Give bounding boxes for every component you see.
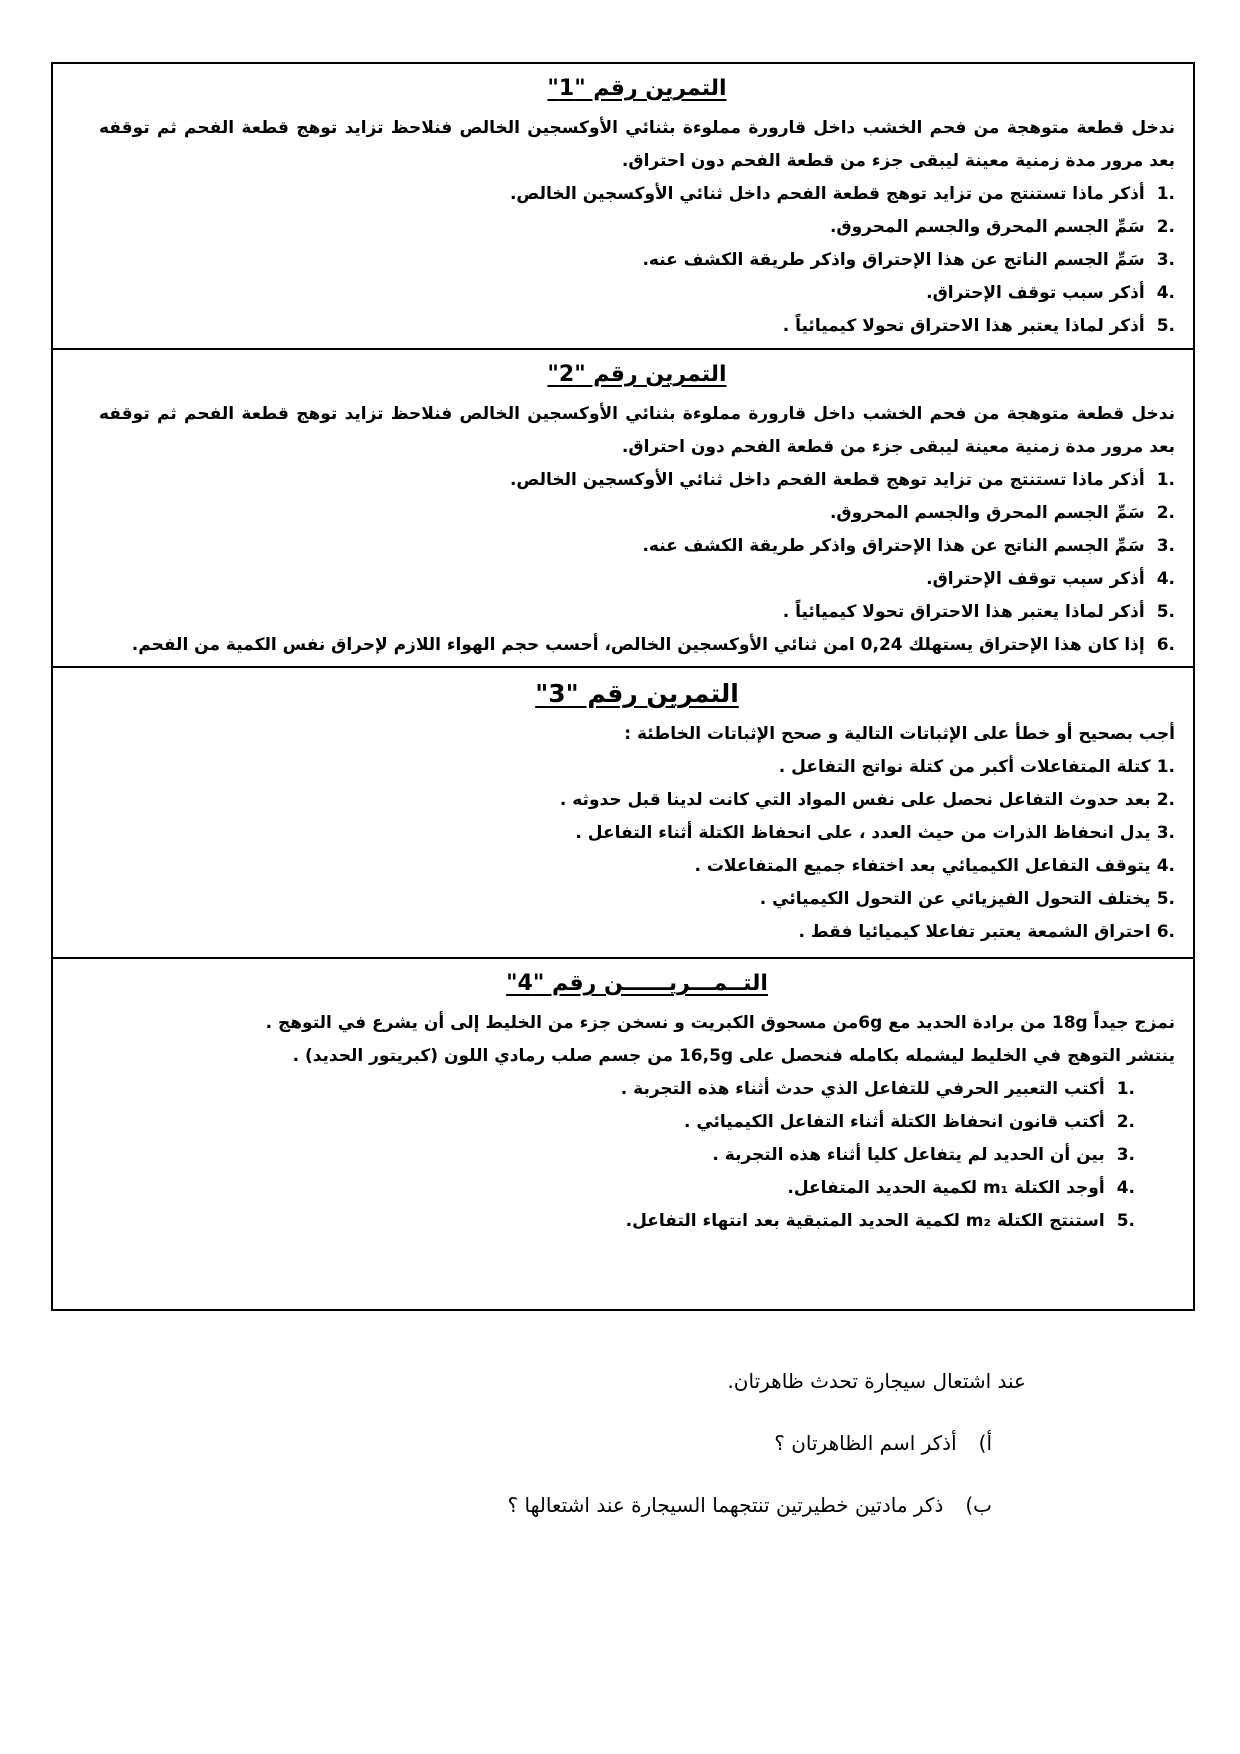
exercise-4-questions bbox=[99, 1073, 1175, 1238]
question-text: يختلف التحول الفيزيائي عن التحول الكيميائي . bbox=[759, 889, 1151, 909]
question-text: أذكر لماذا يعتبر هذا الاحتراق تحولا كيميائياً . bbox=[782, 602, 1145, 622]
question-text: سَمِّ الجسم الناتج عن هذا الإحتراق واذكر طريقة الكشف عنه. bbox=[642, 536, 1145, 556]
question-label: أ) bbox=[978, 1431, 992, 1455]
exercise-3-title: التمرين رقم "3" bbox=[535, 679, 739, 708]
exercise-4-title: التــمـــريــــــن رقم "4" bbox=[506, 971, 768, 996]
question-item bbox=[99, 464, 1175, 497]
question-text: أكتب قانون انحفاظ الكتلة أثناء التفاعل الكيميائي . bbox=[683, 1112, 1105, 1132]
exercise-2-questions bbox=[99, 464, 1175, 662]
question-item bbox=[99, 850, 1175, 883]
exercise-4-statement-line: نمزج جيداً 18g من برادة الحديد مع 6gمن مسحوق الكبريت و نسخن جزء من الخليط إلى أن يشرع في التوهج . bbox=[265, 1013, 1175, 1033]
exercises-frame bbox=[51, 62, 1195, 1311]
exercise-3-instruction: أجب بصحيح أو خطأ على الإثباتات التالية و صحح الإثباتات الخاطئة : bbox=[624, 724, 1175, 744]
question-number: 1. bbox=[1156, 757, 1175, 777]
question-item bbox=[99, 244, 1175, 277]
question-number: 4. bbox=[1156, 283, 1175, 303]
cigarette-question-item bbox=[51, 1421, 992, 1465]
question-number: 4. bbox=[1116, 1178, 1135, 1198]
question-number: 2. bbox=[1116, 1112, 1135, 1132]
question-text: أذكر ماذا تستنتج من تزايد توهج قطعة الفحم داخل ثنائي الأوكسجين الخالص. bbox=[509, 184, 1145, 204]
question-text: احتراق الشمعة يعتبر تفاعلا كيميائيا فقط . bbox=[798, 922, 1151, 942]
question-number: 5. bbox=[1156, 316, 1175, 336]
question-number: 1. bbox=[1156, 184, 1175, 204]
question-text: أذكر سبب توقف الإحتراق. bbox=[926, 569, 1145, 589]
question-item bbox=[99, 1139, 1135, 1172]
exercise-2-title: التمرين رقم "2" bbox=[547, 362, 727, 387]
question-number: 1. bbox=[1156, 470, 1175, 490]
question-item bbox=[99, 497, 1175, 530]
cigarette-question bbox=[51, 1359, 1195, 1527]
question-text: يتوقف التفاعل الكيميائي بعد اختفاء جميع المتفاعلات . bbox=[694, 856, 1151, 876]
question-text: استنتج الكتلة m₂ لكمية الحديد المتبقية بعد انتهاء التفاعل. bbox=[625, 1211, 1105, 1231]
question-item bbox=[99, 1073, 1135, 1106]
question-number: 2. bbox=[1156, 503, 1175, 523]
question-label: ب) bbox=[965, 1493, 992, 1517]
exercise-2 bbox=[53, 350, 1193, 668]
question-number: 3. bbox=[1156, 823, 1175, 843]
question-text: إذا كان هذا الإحتراق يستهلك l 0,24من ثنائي الأوكسجين الخالص، أحسب حجم الهواء اللازم لإحراق نفس الكمية من الفحم. bbox=[131, 635, 1145, 655]
question-text: كتلة المتفاعلات أكبر من كتلة نواتج التفاعل . bbox=[778, 757, 1151, 777]
question-text: أذكر ماذا تستنتج من تزايد توهج قطعة الفحم داخل ثنائي الأوكسجين الخالص. bbox=[509, 470, 1145, 490]
question-item bbox=[99, 563, 1175, 596]
question-text: سَمِّ الجسم الناتج عن هذا الإحتراق واذكر طريقة الكشف عنه. bbox=[642, 250, 1145, 270]
question-text: يدل انحفاظ الذرات من حيث العدد ، على انحفاظ الكتلة أثناء التفاعل . bbox=[575, 823, 1151, 843]
question-number: 3. bbox=[1116, 1145, 1135, 1165]
question-item bbox=[99, 530, 1175, 563]
exercise-1 bbox=[53, 64, 1193, 350]
question-text: أوجد الكتلة m₁ لكمية الحديد المتفاعل. bbox=[787, 1178, 1105, 1198]
cigarette-question-item bbox=[51, 1483, 992, 1527]
question-item bbox=[99, 277, 1175, 310]
exercise-1-questions bbox=[99, 178, 1175, 343]
question-number: 5. bbox=[1116, 1211, 1135, 1231]
cigarette-question-intro: عند اشتعال سيجارة تحدث ظاهرتان. bbox=[727, 1369, 1026, 1393]
question-number: 4. bbox=[1156, 569, 1175, 589]
question-item bbox=[99, 817, 1175, 850]
exercise-3-statements bbox=[99, 751, 1175, 949]
question-number: 1. bbox=[1116, 1079, 1135, 1099]
question-item bbox=[99, 883, 1175, 916]
question-number: 2. bbox=[1156, 217, 1175, 237]
question-number: 5. bbox=[1156, 889, 1175, 909]
question-number: 3. bbox=[1156, 536, 1175, 556]
question-number: 4. bbox=[1156, 856, 1175, 876]
question-item bbox=[99, 596, 1175, 629]
exercise-2-statement: ندخل قطعة متوهجة من فحم الخشب داخل قارورة مملوءة بثنائي الأوكسجين الخالص فنلاحظ تزايد توهج قطعة الفحم ثم توقفه بعد مرور مدة زمنية معينة ليبقى جزء من قطعة الفحم دون احتراق. bbox=[99, 404, 1175, 457]
question-item bbox=[99, 629, 1175, 662]
question-text: أذكر سبب توقف الإحتراق. bbox=[926, 283, 1145, 303]
question-text: أذكر لماذا يعتبر هذا الاحتراق تحولا كيميائياً . bbox=[782, 316, 1145, 336]
question-text: ذكر مادتين خطيرتين تنتجهما السيجارة عند اشتعالها ؟ bbox=[507, 1493, 944, 1517]
question-number: 6. bbox=[1156, 922, 1175, 942]
question-text: أكتب التعبير الحرفي للتفاعل الذي حدث أثناء هذه التجربة . bbox=[620, 1079, 1105, 1099]
question-item bbox=[99, 916, 1175, 949]
question-item bbox=[99, 1172, 1135, 1205]
exercise-1-title: التمرين رقم "1" bbox=[547, 76, 727, 101]
exercise-4 bbox=[53, 959, 1193, 1309]
question-item bbox=[99, 1205, 1135, 1238]
question-item bbox=[99, 751, 1175, 784]
exercise-1-statement: ندخل قطعة متوهجة من فحم الخشب داخل قارورة مملوءة بثنائي الأوكسجين الخالص فنلاحظ تزايد توهج قطعة الفحم ثم توقفه بعد مرور مدة زمنية معينة ليبقى جزء من قطعة الفحم دون احتراق. bbox=[99, 118, 1175, 171]
question-number: 2. bbox=[1156, 790, 1175, 810]
page bbox=[51, 62, 1195, 1527]
question-number: 6. bbox=[1156, 635, 1175, 655]
exercise-4-statement-line: ينتشر التوهج في الخليط ليشمله بكامله فنحصل على 16,5g من جسم صلب رمادي اللون (كبريتور الحديد) . bbox=[292, 1046, 1175, 1066]
question-number: 3. bbox=[1156, 250, 1175, 270]
question-item bbox=[99, 1106, 1135, 1139]
question-text: سَمِّ الجسم المحرق والجسم المحروق. bbox=[829, 217, 1145, 237]
question-item bbox=[99, 178, 1175, 211]
question-item bbox=[99, 784, 1175, 817]
question-text: سَمِّ الجسم المحرق والجسم المحروق. bbox=[829, 503, 1145, 523]
question-text: أذكر اسم الظاهرتان ؟ bbox=[774, 1431, 957, 1455]
question-item bbox=[99, 310, 1175, 343]
question-number: 5. bbox=[1156, 602, 1175, 622]
question-text: بعد حدوث التفاعل نحصل على نفس المواد التي كانت لدينا قبل حدوثه . bbox=[559, 790, 1151, 810]
question-item bbox=[99, 211, 1175, 244]
question-text: بين أن الحديد لم يتفاعل كليا أثناء هذه التجربة . bbox=[712, 1145, 1105, 1165]
exercise-3 bbox=[53, 668, 1193, 959]
